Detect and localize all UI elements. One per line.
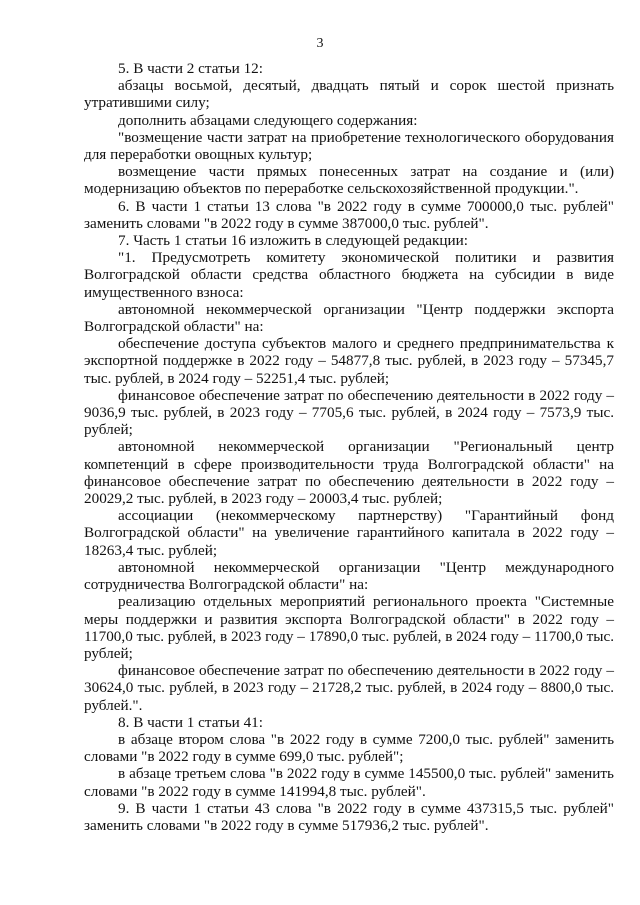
paragraph: реализацию отдельных мероприятий регионального проекта "Системные меры поддержки и развития экспорта Волгоградской области" в 2022 году – 11700,0 тыс. рублей, в 2023 году – 17890,0 тыс. рублей, в 2024 году – 11700,0 тыс. рублей; [84, 593, 614, 662]
paragraph: обеспечение доступа субъектов малого и среднего предпринимательства к экспортной поддержке в 2022 году – 54877,8 тыс. рублей, в 2023 году – 57345,7 тыс. рублей, в 2024 году – 52251,4 тыс. рублей; [84, 335, 614, 387]
paragraph: "возмещение части затрат на приобретение технологического оборудования для переработки овощных культур; [84, 128, 614, 164]
paragraph: финансовое обеспечение затрат по обеспечению деятельности в 2022 году – 30624,0 тыс. рублей, в 2023 году – 21728,2 тыс. рублей, в 2024 году – 8800,0 тыс. рублей.". [84, 662, 614, 714]
paragraph: 9. В части 1 статьи 43 слова "в 2022 году в сумме 437315,5 тыс. рублей" заменить словами "в 2022 году в сумме 517936,2 тыс. рублей". [84, 799, 614, 834]
paragraph: автономной некоммерческой организации "Региональный центр компетенций в сфере производительности труда Волгоградской области" на финансовое обеспечение затрат по обеспечению деятельности в 2022 году – 20029,2 тыс. рублей, в 2023 году – 20003,4 тыс. рублей; [84, 438, 614, 508]
document-body [84, 60, 614, 834]
page-number: 3 [316, 36, 324, 51]
paragraph: "1. Предусмотреть комитету экономической политики и развития Волгоградской области средства областного бюджета на субсидии в виде имущественного взноса: [84, 249, 614, 301]
paragraph: финансовое обеспечение затрат по обеспечению деятельности в 2022 году – 9036,9 тыс. рублей, в 2023 году – 7705,6 тыс. рублей, в 2024 году – 7573,9 тыс. рублей; [84, 386, 614, 439]
paragraph: ассоциации (некоммерческому партнерству) "Гарантийный фонд Волгоградской области" на увеличение гарантийного капитала в 2022 году – 18263,4 тыс. рублей; [84, 507, 614, 559]
paragraph: дополнить абзацами следующего содержания: [118, 111, 418, 129]
paragraph: 5. В части 2 статьи 12: [118, 60, 263, 77]
paragraph: абзацы восьмой, десятый, двадцать пятый и сорок шестой признать утратившими силу; [84, 77, 614, 112]
paragraph: 7. Часть 1 статьи 16 изложить в следующей редакции: [118, 232, 469, 250]
paragraph: 8. В части 1 статьи 41: [118, 713, 263, 731]
paragraph: возмещение части прямых понесенных затрат на создание и (или) модернизацию объектов по переработке сельскохозяйственной продукции.". [84, 163, 614, 198]
paragraph: автономной некоммерческой организации "Центр поддержки экспорта Волгоградской области" на: [84, 300, 614, 336]
paragraph: автономной некоммерческой организации "Центр международного сотрудничества Волгоградской области" на: [84, 558, 614, 594]
paragraph: 6. В части 1 статьи 13 слова "в 2022 году в сумме 700000,0 тыс. рублей" заменить словами "в 2022 году в сумме 387000,0 тыс. рублей". [84, 197, 614, 232]
paragraph: в абзаце третьем слова "в 2022 году в сумме 145500,0 тыс. рублей" заменить словами "в 2022 году в сумме 141994,8 тыс. рублей". [84, 765, 614, 800]
paragraph: в абзаце втором слова "в 2022 году в сумме 7200,0 тыс. рублей" заменить словами "в 2022 году в сумме 699,0 тыс. рублей"; [84, 730, 614, 766]
